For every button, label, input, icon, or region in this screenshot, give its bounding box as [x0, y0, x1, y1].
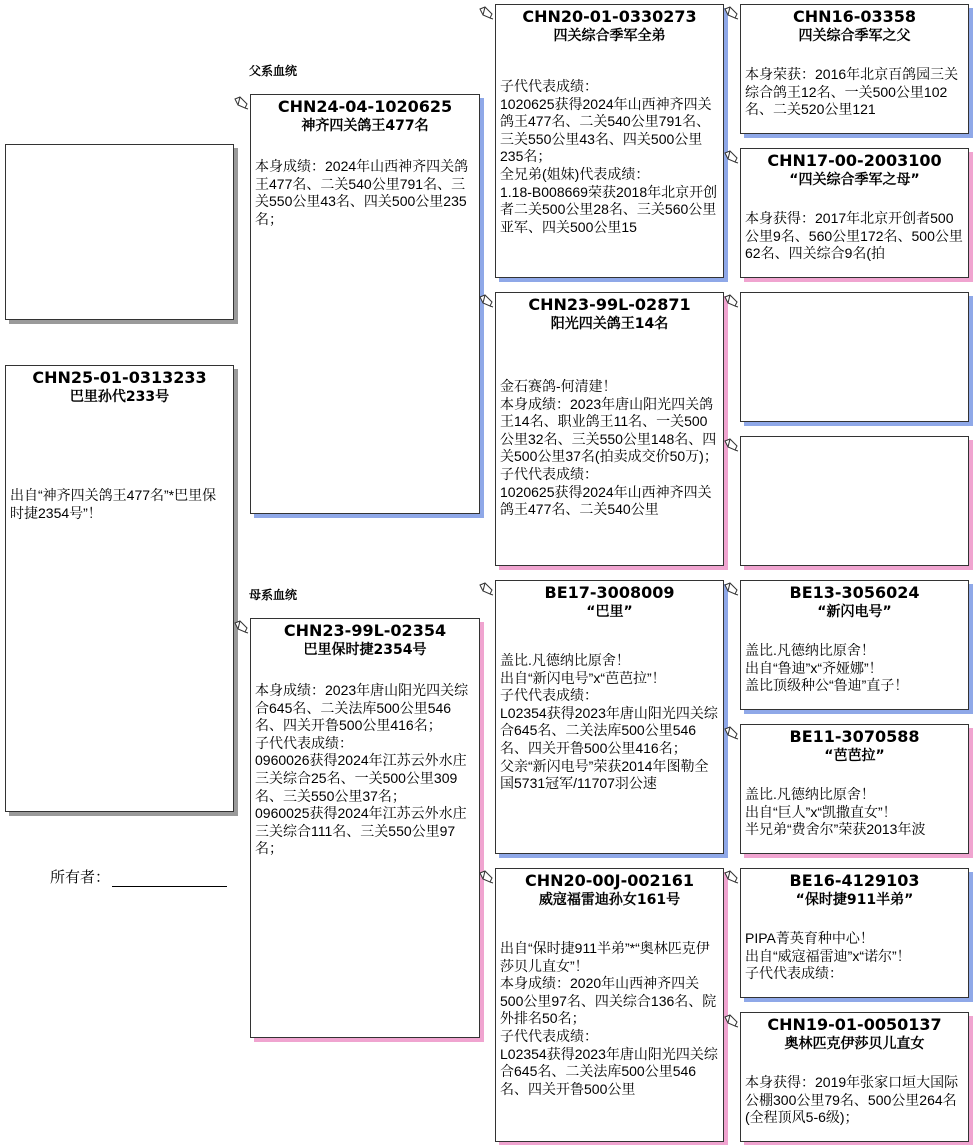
edit-icon[interactable] — [723, 150, 739, 164]
dsd-description: 盖比.凡德纳比原舍！ 出自“巨人”x“凯撒直女”！ 半兄弟“费舍尔”荣获2013年波 — [745, 786, 926, 838]
edit-icon[interactable] — [478, 6, 494, 20]
sire-sire-name: 四关综合季军全弟 — [553, 28, 666, 44]
dds-name: “保时捷911半弟” — [795, 892, 914, 908]
dam-sire-card[interactable] — [495, 580, 724, 854]
edit-icon[interactable] — [723, 870, 739, 884]
sire-dam-description: 金石赛鸽-何清建！ 本身成绩：2023年唐山阳光四关鸽王14名、职业鸽王11名、一关500公里32名、三关550公里148名、四关500公里37名(拍卖成交价50万)； 子代代表成绩： 1020625获得2024年山西神齐四关鸽王477名、二关540公里 — [500, 378, 718, 518]
owner-field — [50, 866, 227, 887]
edit-icon[interactable] — [478, 582, 494, 596]
dam-sire-description: 盖比.凡德纳比原舍！ 出自“新闪电号”x“芭芭拉”！ 子代代表成绩： L02354获得2023年唐山阳光四关综合645名、二关法库500公里546名、四关开鲁500公里416名； 父亲“新闪电号”荣获2014年图勒全国5731冠军/11707羽公速 — [500, 652, 718, 792]
maternal-section-label: 母系血统 — [249, 588, 298, 602]
edit-icon[interactable] — [233, 620, 249, 634]
sss-name: 四关综合季军之父 — [798, 28, 911, 44]
dsd-name: “芭芭拉” — [824, 748, 885, 764]
photo-box — [5, 144, 234, 320]
sds-card[interactable] — [740, 292, 969, 422]
sire-description: 本身成绩：2024年山西神齐四关鸽王477名、二关540公里791名、三关550公里43名、四关500公里235名； — [255, 158, 469, 227]
sire-dam-ring-number: CHN23-99L-02871 — [528, 295, 691, 314]
subject-ring-number: CHN25-01-0313233 — [32, 368, 207, 387]
dss-card[interactable] — [740, 580, 969, 710]
dds-ring-number: BE16-4129103 — [789, 871, 920, 890]
dss-ring-number: BE13-3056024 — [789, 583, 920, 602]
sire-dam-card[interactable] — [495, 292, 724, 566]
edit-icon[interactable] — [723, 294, 739, 308]
ddd-description: 本身获得：2019年张家口垣大国际公棚300公里79名、500公里264名(全程顶风5-6级)； — [745, 1074, 959, 1126]
edit-icon[interactable] — [723, 6, 739, 20]
sss-card[interactable] — [740, 4, 969, 134]
dds-card[interactable] — [740, 868, 969, 998]
ssd-ring-number: CHN17-00-2003100 — [767, 151, 942, 170]
sire-sire-description: 子代代表成绩： 1020625获得2024年山西神齐四关鸽王477名、二关540公里791名、三关550公里43名、四关500公里235名； 全兄弟(姐妹)代表成绩： 1.18-B008669荣获2018年北京开创者二关500公里28名、三关560公里亚军、四关500公里15 — [500, 78, 718, 235]
dam-card[interactable] — [250, 618, 480, 1038]
dss-name: “新闪电号” — [817, 604, 892, 620]
edit-icon[interactable] — [723, 438, 739, 452]
sdd-card[interactable] — [740, 436, 969, 566]
sire-sire-ring-number: CHN20-01-0330273 — [522, 7, 697, 26]
dam-dam-name: 威寇福雷迪孙女161号 — [538, 892, 681, 908]
owner-line[interactable] — [112, 872, 227, 887]
dam-dam-description: 出自“保时捷911半弟”*“奥林匹克伊莎贝儿直女”！ 本身成绩：2020年山西神齐四关500公里97名、四关综合136名、院外排名50名； 子代代表成绩： L02354获得2023年唐山阳光四关综合645名、二关法库500公里546名、四关开鲁500公里 — [500, 940, 718, 1097]
ssd-name: “四关综合季军之母” — [789, 172, 920, 188]
sire-dam-name: 阳光四关鸽王14名 — [550, 316, 669, 332]
dds-description: PIPA菁英育种中心！ 出自“威寇福雷迪”x“诺尔”！ 子代代表成绩： — [745, 930, 911, 982]
sire-sire-card[interactable] — [495, 4, 724, 278]
subject-name: 巴里孙代233号 — [69, 389, 170, 405]
dam-sire-ring-number: BE17-3008009 — [544, 583, 675, 602]
dam-dam-ring-number: CHN20-00J-002161 — [524, 871, 695, 890]
edit-icon[interactable] — [723, 726, 739, 740]
subject-description: 出自“神齐四关鸽王477名”*巴里保时捷2354号”！ — [10, 487, 217, 521]
dsd-card[interactable] — [740, 724, 969, 854]
ddd-ring-number: CHN19-01-0050137 — [767, 1015, 942, 1034]
edit-icon[interactable] — [723, 582, 739, 596]
edit-icon[interactable] — [723, 1014, 739, 1028]
sss-ring-number: CHN16-03358 — [792, 7, 917, 26]
dam-name: 巴里保时捷2354号 — [303, 642, 427, 658]
edit-icon[interactable] — [233, 96, 249, 110]
subject-card[interactable] — [5, 365, 234, 812]
sire-name: 神齐四关鸽王477名 — [301, 118, 429, 134]
paternal-section-label: 父系血统 — [249, 64, 298, 78]
ssd-description: 本身获得：2017年北京开创者500公里9名、560公里172名、500公里62名、四关综合9名(拍 — [745, 210, 963, 262]
owner-label: 所有者： — [50, 869, 111, 886]
edit-icon[interactable] — [478, 294, 494, 308]
ssd-card[interactable] — [740, 148, 969, 278]
dam-ring-number: CHN23-99L-02354 — [283, 621, 447, 640]
ddd-name: 奥林匹克伊莎贝儿直女 — [784, 1036, 925, 1052]
sire-card[interactable] — [250, 94, 480, 514]
dam-dam-card[interactable] — [495, 868, 724, 1142]
ddd-card[interactable] — [740, 1012, 969, 1142]
dss-description: 盖比.凡德纳比原舍！ 出自“鲁迪”x“齐娅娜”！ 盖比顶级种公“鲁迪”直子！ — [745, 642, 909, 694]
sire-ring-number: CHN24-04-1020625 — [277, 97, 453, 116]
dam-description: 本身成绩：2023年唐山阳光四关综合645名、二关法库500公里546名、四关开鲁500公里416名； 子代代表成绩： 0960026获得2024年江苏云外水庄三关综合25名、一关500公里309名、三关550公里37名； 0960025获得2024年江苏云外水庄三关综合111名、三关550公里97名； — [255, 682, 469, 857]
dam-sire-name: “巴里” — [586, 604, 633, 620]
dsd-ring-number: BE11-3070588 — [789, 727, 920, 746]
sss-description: 本身荣获：2016年北京百鸽园三关综合鸽王12名、一关500公里102名、二关520公里121 — [745, 66, 959, 118]
edit-icon[interactable] — [478, 870, 494, 884]
